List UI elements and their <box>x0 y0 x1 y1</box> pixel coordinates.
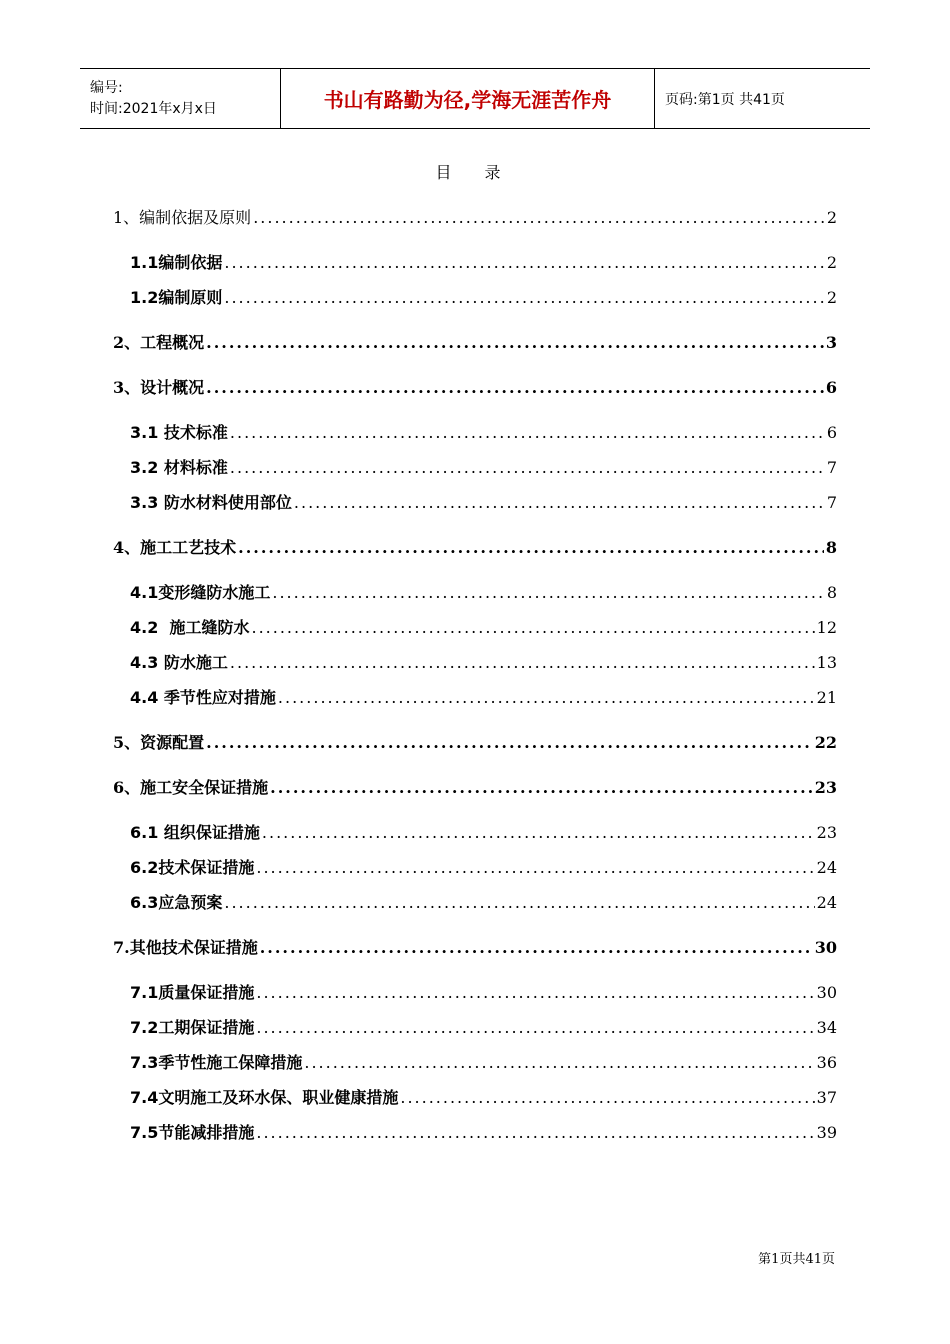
toc-entry-page: 12 <box>816 618 837 637</box>
toc-entry-title: 4.1变形缝防水施工 <box>130 583 271 602</box>
toc-entry-title: 2、工程概况 <box>113 333 205 352</box>
toc-entry-title: 1.2编制原则 <box>130 288 223 307</box>
toc-entry-title: 7.其他技术保证措施 <box>113 938 258 957</box>
toc-entry-page: 2 <box>826 288 837 307</box>
toc-entry-page: 30 <box>814 938 837 957</box>
toc-entry-title: 7.5节能减排措施 <box>130 1123 255 1142</box>
toc-entry-page: 2 <box>826 208 837 227</box>
toc-entry[interactable] <box>130 820 837 843</box>
toc-entry-title: 6、施工安全保证措施 <box>113 778 269 797</box>
toc-leader <box>206 333 824 352</box>
toc-leader <box>256 983 814 1002</box>
toc-leader <box>253 208 825 227</box>
toc-entry-page: 23 <box>814 778 837 797</box>
toc-entry-title: 4.4 季节性应对措施 <box>130 688 276 707</box>
toc-entry-title: 3、设计概况 <box>113 378 205 397</box>
toc-entry[interactable] <box>130 420 837 443</box>
header-left-cell <box>80 69 281 128</box>
toc-leader <box>278 688 815 707</box>
toc-leader <box>294 493 825 512</box>
toc-entry[interactable] <box>130 250 837 273</box>
toc-leader <box>270 778 813 797</box>
toc-entry-title: 6.2技术保证措施 <box>130 858 255 877</box>
toc-leader <box>272 583 824 602</box>
toc-leader <box>206 733 813 752</box>
toc-entry-title: 7.3季节性施工保障措施 <box>130 1053 303 1072</box>
toc-entry[interactable] <box>130 980 837 1003</box>
toc-title: 目 录 <box>435 163 515 182</box>
toc-entry-title: 6.1 组织保证措施 <box>130 823 260 842</box>
toc-entry-page: 7 <box>826 458 837 477</box>
toc-leader <box>238 538 824 557</box>
toc-entry-page: 2 <box>826 253 837 272</box>
document-number-label: 编号: <box>90 79 123 96</box>
toc-entry[interactable] <box>130 490 837 513</box>
toc-entry-page: 24 <box>816 858 837 877</box>
toc-leader <box>224 893 814 912</box>
toc-leader <box>400 1088 814 1107</box>
toc-entry[interactable] <box>113 535 837 558</box>
toc-entry-page: 3 <box>825 333 837 352</box>
toc-leader <box>262 823 815 842</box>
toc-entry-title: 4、施工工艺技术 <box>113 538 237 557</box>
page-footer: 第1页共41页 <box>758 1252 835 1267</box>
toc-leader <box>224 253 824 272</box>
toc-leader <box>260 938 813 957</box>
document-header <box>80 68 870 129</box>
toc-entry-page: 30 <box>816 983 837 1002</box>
toc-entry-page: 8 <box>826 583 837 602</box>
toc-entry-page: 21 <box>816 688 837 707</box>
toc-entry[interactable] <box>130 650 837 673</box>
toc-leader <box>224 288 824 307</box>
toc-entry[interactable] <box>130 1120 837 1143</box>
toc-leader <box>256 858 814 877</box>
toc-entry-page: 23 <box>816 823 837 842</box>
header-motto-cell <box>281 69 655 128</box>
toc-entry-title: 4.2 施工缝防水 <box>130 618 250 637</box>
toc-leader <box>304 1053 814 1072</box>
header-page-info: 页码:第1页 共41页 <box>665 91 785 108</box>
toc-entry[interactable] <box>130 685 837 708</box>
toc-entry-title: 1、编制依据及原则 <box>113 208 252 227</box>
toc-entry-page: 7 <box>826 493 837 512</box>
toc-entry-title: 3.1 技术标准 <box>130 423 228 442</box>
toc-entry-page: 39 <box>816 1123 837 1142</box>
toc-entry-page: 22 <box>814 733 837 752</box>
toc-entry[interactable] <box>130 615 837 638</box>
toc-leader <box>252 618 815 637</box>
toc-entry-page: 6 <box>825 378 837 397</box>
toc-leader <box>230 423 825 442</box>
toc-entry[interactable] <box>130 855 837 878</box>
toc-entry[interactable] <box>130 285 837 308</box>
toc-entry[interactable] <box>113 205 837 228</box>
toc-entry[interactable] <box>130 1050 837 1073</box>
toc-entry[interactable] <box>113 330 837 353</box>
toc-leader <box>256 1018 814 1037</box>
toc-entry-title: 1.1编制依据 <box>130 253 223 272</box>
toc-entry-page: 24 <box>816 893 837 912</box>
header-motto: 书山有路勤为径,学海无涯苦作舟 <box>323 88 612 112</box>
toc-entry-title: 4.3 防水施工 <box>130 653 228 672</box>
toc-leader <box>206 378 824 397</box>
header-page-cell <box>655 69 870 128</box>
toc-entry[interactable] <box>130 455 837 478</box>
toc-entry[interactable] <box>130 890 837 913</box>
toc-leader <box>256 1123 814 1142</box>
toc-entry-page: 13 <box>816 653 837 672</box>
toc-entry-page: 8 <box>825 538 837 557</box>
toc-entry-title: 7.1质量保证措施 <box>130 983 255 1002</box>
toc-entry[interactable] <box>113 775 837 798</box>
toc-entry-title: 7.2工期保证措施 <box>130 1018 255 1037</box>
toc-entry-title: 5、资源配置 <box>113 733 205 752</box>
toc-entry-page: 37 <box>816 1088 837 1107</box>
toc-entry-page: 36 <box>816 1053 837 1072</box>
toc-entry-page: 34 <box>816 1018 837 1037</box>
document-date: 时间:2021年x月x日 <box>90 100 217 117</box>
toc-entry-title: 3.2 材料标准 <box>130 458 228 477</box>
toc-entry-title: 6.3应急预案 <box>130 893 223 912</box>
toc-entry[interactable] <box>113 375 837 398</box>
toc-entry[interactable] <box>130 580 837 603</box>
toc-leader <box>230 653 815 672</box>
toc-leader <box>230 458 825 477</box>
toc-entry[interactable] <box>130 1015 837 1038</box>
toc-entry[interactable] <box>113 935 837 958</box>
toc-entry[interactable] <box>113 730 837 753</box>
toc-entry-title: 3.3 防水材料使用部位 <box>130 493 292 512</box>
toc-entry-title: 7.4文明施工及环水保、职业健康措施 <box>130 1088 399 1107</box>
toc-entry-page: 6 <box>826 423 837 442</box>
toc-entry[interactable] <box>130 1085 837 1108</box>
